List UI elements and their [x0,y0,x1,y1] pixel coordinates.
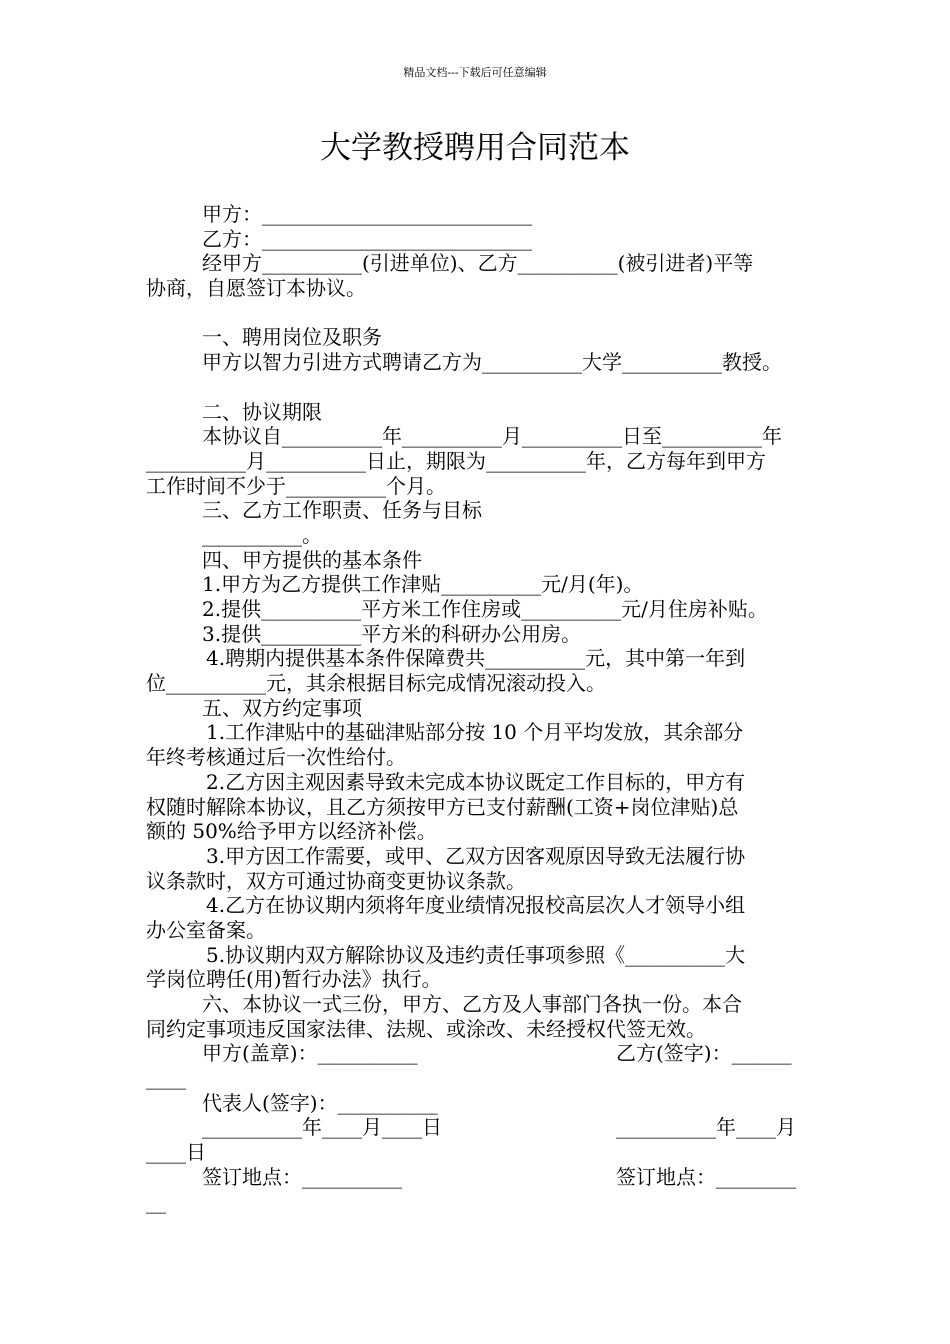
party-b-signature: 乙方(签字)：______ [616,1041,792,1066]
signature-row [146,1041,814,1066]
section-3-body: __________。 [202,522,322,547]
party-a-seal: 甲方(盖章)：__________ [202,1041,418,1066]
intro-line-1: 经甲方__________(引进单位)、乙方__________(被引进者)平等 [202,251,754,276]
section-6-line-1: 六、本协议一式三份，甲方、乙方及人事部门各执一份。本合 [202,992,742,1016]
party-a-date: __________年____月____日 [202,1115,442,1140]
spacer [146,301,814,326]
section-5-item-5-line-2: 学岗位聘任(用)暂行办法》执行。 [146,967,442,992]
section-4-item-2: 2.提供__________平方米工作住房或__________元/月住房补贴。 [202,597,768,621]
section-4-item-1: 1.甲方为乙方提供工作津贴__________元/月(年)。 [202,572,644,597]
representative-signature: 代表人(签字)：__________ [202,1090,438,1115]
date-row [146,1115,814,1140]
party-b-place: 签订地点：________ [616,1164,796,1189]
party-a-place: 签订地点：__________ [202,1164,402,1189]
party-b-signature-continued: ____ [146,1066,186,1091]
section-5-item-3-line-2: 议条款时，双方可通过协商变更协议条款。 [146,868,526,893]
section-5-heading: 五、双方约定事项 [202,695,362,720]
spacer [146,375,814,400]
section-6-line-2: 同约定事项违反国家法律、法规、或涂改、未经授权代签无效。 [146,1016,706,1041]
section-2-body-2: __________月__________日止，期限为__________年，乙方每年到甲方 [146,448,766,473]
section-5-item-5-line-1: 5.协议期内双方解除协议及违约责任事项参照《__________大 [206,942,746,967]
section-4-item-4-line-1: 4.聘期内提供基本条件保障费共__________元，其中第一年到 [206,646,746,671]
section-2-heading: 二、协议期限 [202,399,322,424]
section-5-item-1-line-1: 1.工作津贴中的基础津贴部分按 10 个月平均发放，其余部分 [206,720,744,745]
section-2-body-3: 工作时间不少于__________个月。 [146,473,446,498]
section-4-heading: 四、甲方提供的基本条件 [202,547,422,572]
party-b-date: __________年____月 [616,1115,796,1140]
section-5-item-2-line-1: 2.乙方因主观因素导致未完成本协议既定工作目标的，甲方有 [206,769,746,794]
document-title: 大学教授聘用合同范本 [320,130,630,166]
section-1-body: 甲方以智力引进方式聘请乙方为__________大学__________教授。 [202,350,782,375]
contract-body [146,202,814,1214]
section-5-item-4-line-1: 4.乙方在协议期内须将年度业绩情况报校高层次人才领导小组 [206,893,746,918]
party-a-line: 甲方：___________________________ [202,202,532,226]
section-4-item-4-line-2: 位__________元，其余根据目标完成情况滚动投入。 [146,671,606,696]
section-1-heading: 一、聘用岗位及职务 [202,325,382,350]
section-5-item-3-line-1: 3.甲方因工作需要，或甲、乙双方因客观原因导致无法履行协 [206,843,746,868]
section-5-item-2-line-2: 权随时解除本协议，且乙方须按甲方已支付薪酬(工资+岗位津贴)总 [146,794,739,819]
party-b-place-continued: __ [146,1189,166,1214]
page-header-note: 精品文档---下载后可任意编辑 [403,66,547,79]
section-2-body-1: 本协议自__________年__________月__________日至__________年 [202,424,782,449]
section-4-item-3: 3.提供__________平方米的科研办公用房。 [202,621,582,646]
place-row [146,1165,814,1190]
party-b-date-continued: ____日 [146,1140,206,1165]
section-5-item-4-line-2: 办公室备案。 [146,917,266,942]
party-b-line: 乙方：___________________________ [202,226,532,251]
section-3-heading: 三、乙方工作职责、任务与目标 [202,498,482,523]
intro-line-2: 协商，自愿签订本协议。 [146,276,366,301]
section-5-item-2-line-3: 额的 50%给予甲方以经济补偿。 [146,819,437,844]
section-5-item-1-line-2: 年终考核通过后一次性给付。 [146,745,406,770]
